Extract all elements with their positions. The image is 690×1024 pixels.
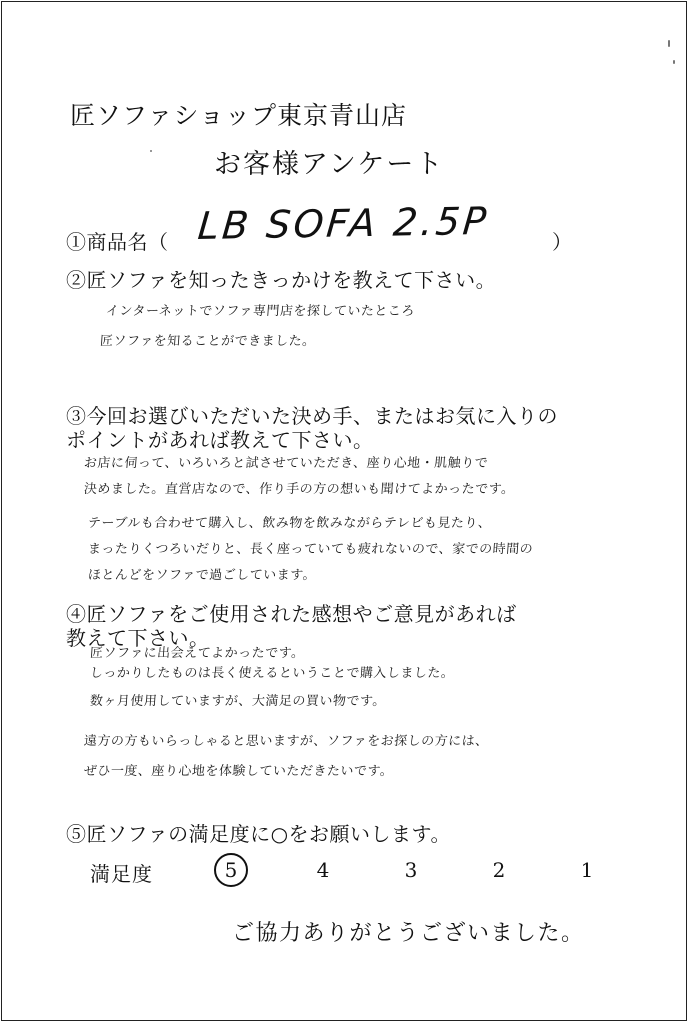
scan-speck — [673, 60, 675, 64]
q1-close-paren: ） — [552, 230, 572, 254]
q2-question: ②匠ソファを知ったきっかけを教えて下さい。 — [66, 268, 497, 292]
scan-speck — [150, 150, 152, 152]
q4-question-line: ④匠ソファをご使用された感想やご意見があれば — [66, 602, 517, 626]
q5-question: ⑤匠ソファの満足度に○をお願いします。 — [66, 822, 451, 846]
thank-you-message: ご協力ありがとうございました。 — [232, 921, 585, 946]
q3-answer-line: ほとんどをソファで過ごしています。 — [87, 568, 317, 583]
q1-label: ①商品名（ — [66, 230, 169, 254]
q4-answer-line: ぜひ一度、座り心地を体験していただきたいです。 — [83, 764, 394, 779]
q3-answer-line: テーブルも合わせて購入し、飲み物を飲みながらテレビも見たり、 — [87, 516, 492, 531]
q4-answer-line: しっかりしたものは長く使えるということで購入しました。 — [89, 666, 455, 681]
q3-answer-line: まったりくつろいだりと、長く座っていても疲れないので、家での時間の — [87, 542, 534, 557]
q3-answer-line: お店に伺って、いろいろと試させていただき、座り心地・肌触りで — [83, 456, 489, 471]
q4-question-line: 教えて下さい。 — [66, 626, 210, 650]
scan-speck — [668, 40, 670, 47]
rating-option-5[interactable]: 5 — [224, 858, 238, 882]
q4-answer-line: 匠ソファに出会えてよかったです。 — [89, 646, 306, 661]
q4-answer-line: 遠方の方もいらっしゃると思いますが、ソファをお探しの方には、 — [83, 734, 490, 749]
q3-answer-line: 決めました。直営店なので、作り手の方の想いも聞けてよかったです。 — [83, 482, 516, 497]
q3-question-line: ③今回お選びいただいた決め手、またはお気に入りの — [66, 404, 558, 428]
rating-option-1[interactable]: 1 — [580, 858, 594, 882]
product-name-answer: LB SOFA 2.5P — [196, 198, 491, 248]
shop-name: 匠ソファショップ東京青山店 — [70, 101, 408, 130]
rating-option-3[interactable]: 3 — [404, 858, 418, 882]
rating-option-2[interactable]: 2 — [492, 858, 506, 882]
q2-answer-line: 匠ソファを知ることができました。 — [99, 334, 317, 349]
q4-answer-line: 数ヶ月使用していますが、大満足の買い物です。 — [89, 694, 387, 709]
survey-title: お客様アンケート — [214, 149, 445, 180]
q3-question-line: ポイントがあれば教えて下さい。 — [66, 428, 374, 452]
rating-option-4[interactable]: 4 — [316, 858, 330, 882]
q2-answer-line: インターネットでソファ専門店を探していたところ — [105, 304, 416, 319]
rating-label: 満足度 — [90, 862, 153, 886]
